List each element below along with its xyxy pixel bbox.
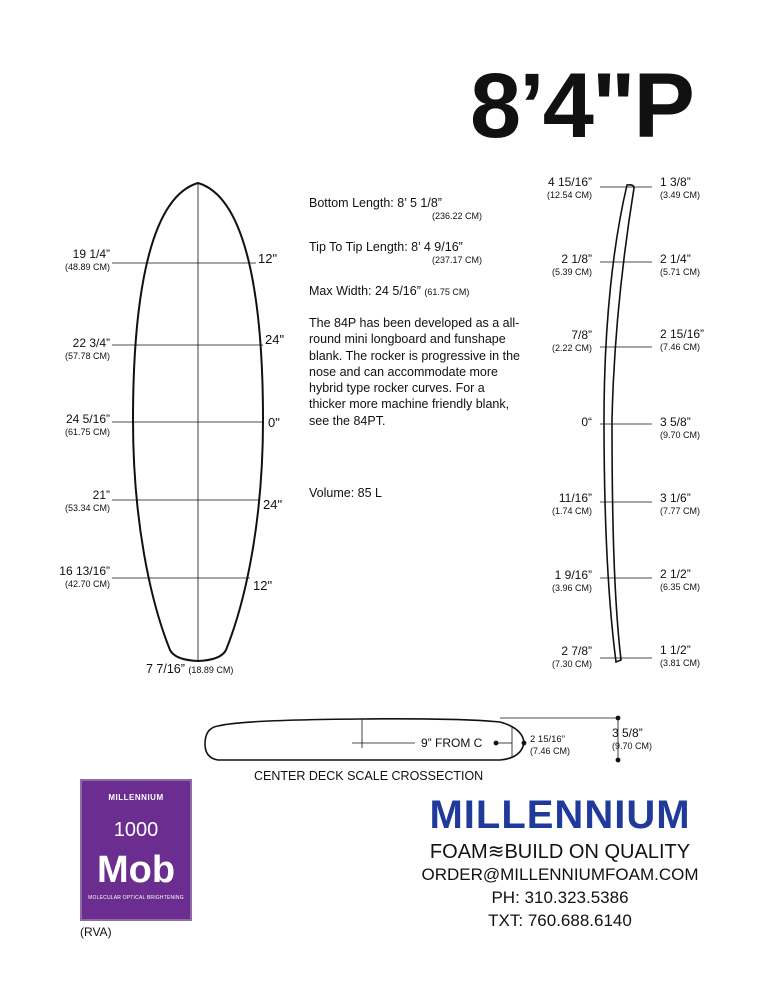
rocker-right-3 <box>660 328 740 352</box>
rva-label: (RVA) <box>80 925 112 939</box>
specs-block <box>309 195 524 517</box>
mob-text: Mob <box>96 849 176 891</box>
mob-brand: MILLENNIUM <box>108 793 164 802</box>
bottom-length: Bottom Length: 8’ 5 1/8” <box>309 196 442 210</box>
thickness-cm: (3.49 CM) <box>660 189 701 200</box>
outline-width-4 <box>40 489 110 513</box>
outline-width-1 <box>40 248 110 272</box>
center-in: 3 5/8” <box>612 726 643 740</box>
rocker-in: 4 15/16” <box>547 175 592 189</box>
outline-station-lines <box>112 263 263 578</box>
width-cm: (42.70 CM) <box>64 578 110 589</box>
tail-width <box>146 662 233 676</box>
width-cm: (61.75 CM) <box>64 426 110 437</box>
cross-section-guides <box>352 716 620 762</box>
brand-name: MILLENNIUM <box>429 793 691 837</box>
rocker-left-2 <box>520 253 592 277</box>
rocker-right-7 <box>660 644 740 668</box>
rocker-in: 2 7/8” <box>561 644 592 658</box>
thickness-in: 3 5/8” <box>660 415 691 429</box>
contact-email[interactable]: ORDER@MILLENNIUMFOAM.COM <box>421 865 699 884</box>
volume: Volume: 85 L <box>309 485 382 500</box>
rocker-left-6 <box>520 569 592 593</box>
rocker-left-3 <box>520 329 592 353</box>
rocker-cm: (1.74 CM) <box>551 505 592 516</box>
rocker-cm: (2.22 CM) <box>551 342 592 353</box>
contact-phone: PH: 310.323.5386 <box>491 887 629 907</box>
station-label-5: 12" <box>253 578 273 593</box>
thickness-cm: (3.81 CM) <box>660 657 701 668</box>
rocker-cm: (7.30 CM) <box>551 658 592 669</box>
thickness-in: 1 3/8” <box>660 175 691 189</box>
thickness-cm: (6.35 CM) <box>660 581 701 592</box>
station-label-4: 24" <box>263 497 283 512</box>
center-thickness <box>612 727 652 751</box>
thickness-cm: (9.70 CM) <box>660 429 701 440</box>
rocker-cm: (12.54 CM) <box>546 189 592 200</box>
width-in: 16 13/16” <box>59 564 110 578</box>
width-cm: (48.89 CM) <box>64 261 110 272</box>
width-cm: (53.34 CM) <box>64 502 110 513</box>
outline-width-5 <box>40 565 110 589</box>
outline-width-3 <box>40 413 110 437</box>
tip-to-tip-cm: (237.17 CM) <box>431 255 482 266</box>
rocker-right-6 <box>660 568 740 592</box>
station-label-3: 0" <box>268 415 280 430</box>
model-title: 8’4"P <box>470 55 693 157</box>
rocker-in: 7/8” <box>571 328 592 342</box>
tail-in: 7 7/16” <box>146 662 185 676</box>
max-width: Max Width: 24 5/16” <box>309 283 421 298</box>
thickness-in: 3 1/6” <box>660 491 691 505</box>
width-in: 21” <box>92 488 110 502</box>
rocker-in: 0“ <box>581 415 592 429</box>
brand-tagline <box>400 839 720 864</box>
rocker-station-lines <box>600 187 652 658</box>
rocker-in: 2 1/8” <box>561 252 592 266</box>
max-width-cm: (61.75 CM) <box>424 286 470 297</box>
brand-block <box>400 795 720 933</box>
thickness-cm: (7.46 CM) <box>660 341 701 352</box>
tail-cm: (18.89 CM) <box>188 665 234 675</box>
thickness-in: 1 1/2” <box>660 643 691 657</box>
rocker-left-5 <box>520 492 592 516</box>
rocker-right-5 <box>660 492 740 516</box>
outline-width-2 <box>40 337 110 361</box>
thickness-in: 2 15/16” <box>660 327 705 341</box>
edge-in: 2 15/16” <box>530 734 565 745</box>
rocker-left-1 <box>520 176 592 200</box>
mob-badge <box>80 779 192 921</box>
rocker-right-2 <box>660 253 740 277</box>
edge-cm: (7.46 CM) <box>530 745 571 756</box>
contact-text: TXT: 760.688.6140 <box>488 910 632 930</box>
rocker-right-4 <box>660 416 740 440</box>
rocker-profile <box>604 185 634 662</box>
rocker-in: 1 9/16” <box>554 568 592 582</box>
mob-number: 1000 <box>113 819 159 841</box>
tip-to-tip-length: Tip To Tip Length: 8’ 4 9/16” <box>309 239 463 254</box>
center-cm: (9.70 CM) <box>612 740 653 751</box>
rocker-left-7 <box>520 645 592 669</box>
thickness-in: 2 1/4” <box>660 252 691 266</box>
rocker-in: 11/16” <box>558 491 592 505</box>
rocker-right-1 <box>660 176 740 200</box>
edge-thickness <box>530 735 570 756</box>
from-center-label: 9” FROM C <box>421 736 483 750</box>
thickness-cm: (7.77 CM) <box>660 505 701 516</box>
width-in: 24 5/16” <box>65 412 110 426</box>
tagline-quality: BUILD ON QUALITY <box>504 841 691 863</box>
width-cm: (57.78 CM) <box>64 350 110 361</box>
width-in: 22 3/4” <box>72 336 110 350</box>
description: The 84P has been developed as a all-round mini longboard and funshape blank. The rocker is progressive in the nose and can accommodate more hybrid type rocker curves. For a thicker more machine friendly blank, see the 84PT. <box>309 316 520 428</box>
width-in: 19 1/4” <box>72 247 110 261</box>
tagline-foam: FOAM <box>429 841 488 863</box>
mob-subtitle: MOLECULAR OPTICAL BRIGHTENING <box>88 895 184 901</box>
rocker-cm: (5.39 CM) <box>551 266 592 277</box>
thickness-in: 2 1/2” <box>660 567 691 581</box>
station-label-1: 12" <box>258 251 278 266</box>
thickness-cm: (5.71 CM) <box>660 266 701 277</box>
bottom-length-cm: (236.22 CM) <box>431 211 482 222</box>
wave-icon: ≋ <box>487 841 505 863</box>
station-label-2: 24" <box>265 332 285 347</box>
rocker-left-4 <box>520 416 592 430</box>
cross-section-caption: CENTER DECK SCALE CROSSECTION <box>254 769 484 783</box>
rocker-cm: (3.96 CM) <box>551 582 592 593</box>
